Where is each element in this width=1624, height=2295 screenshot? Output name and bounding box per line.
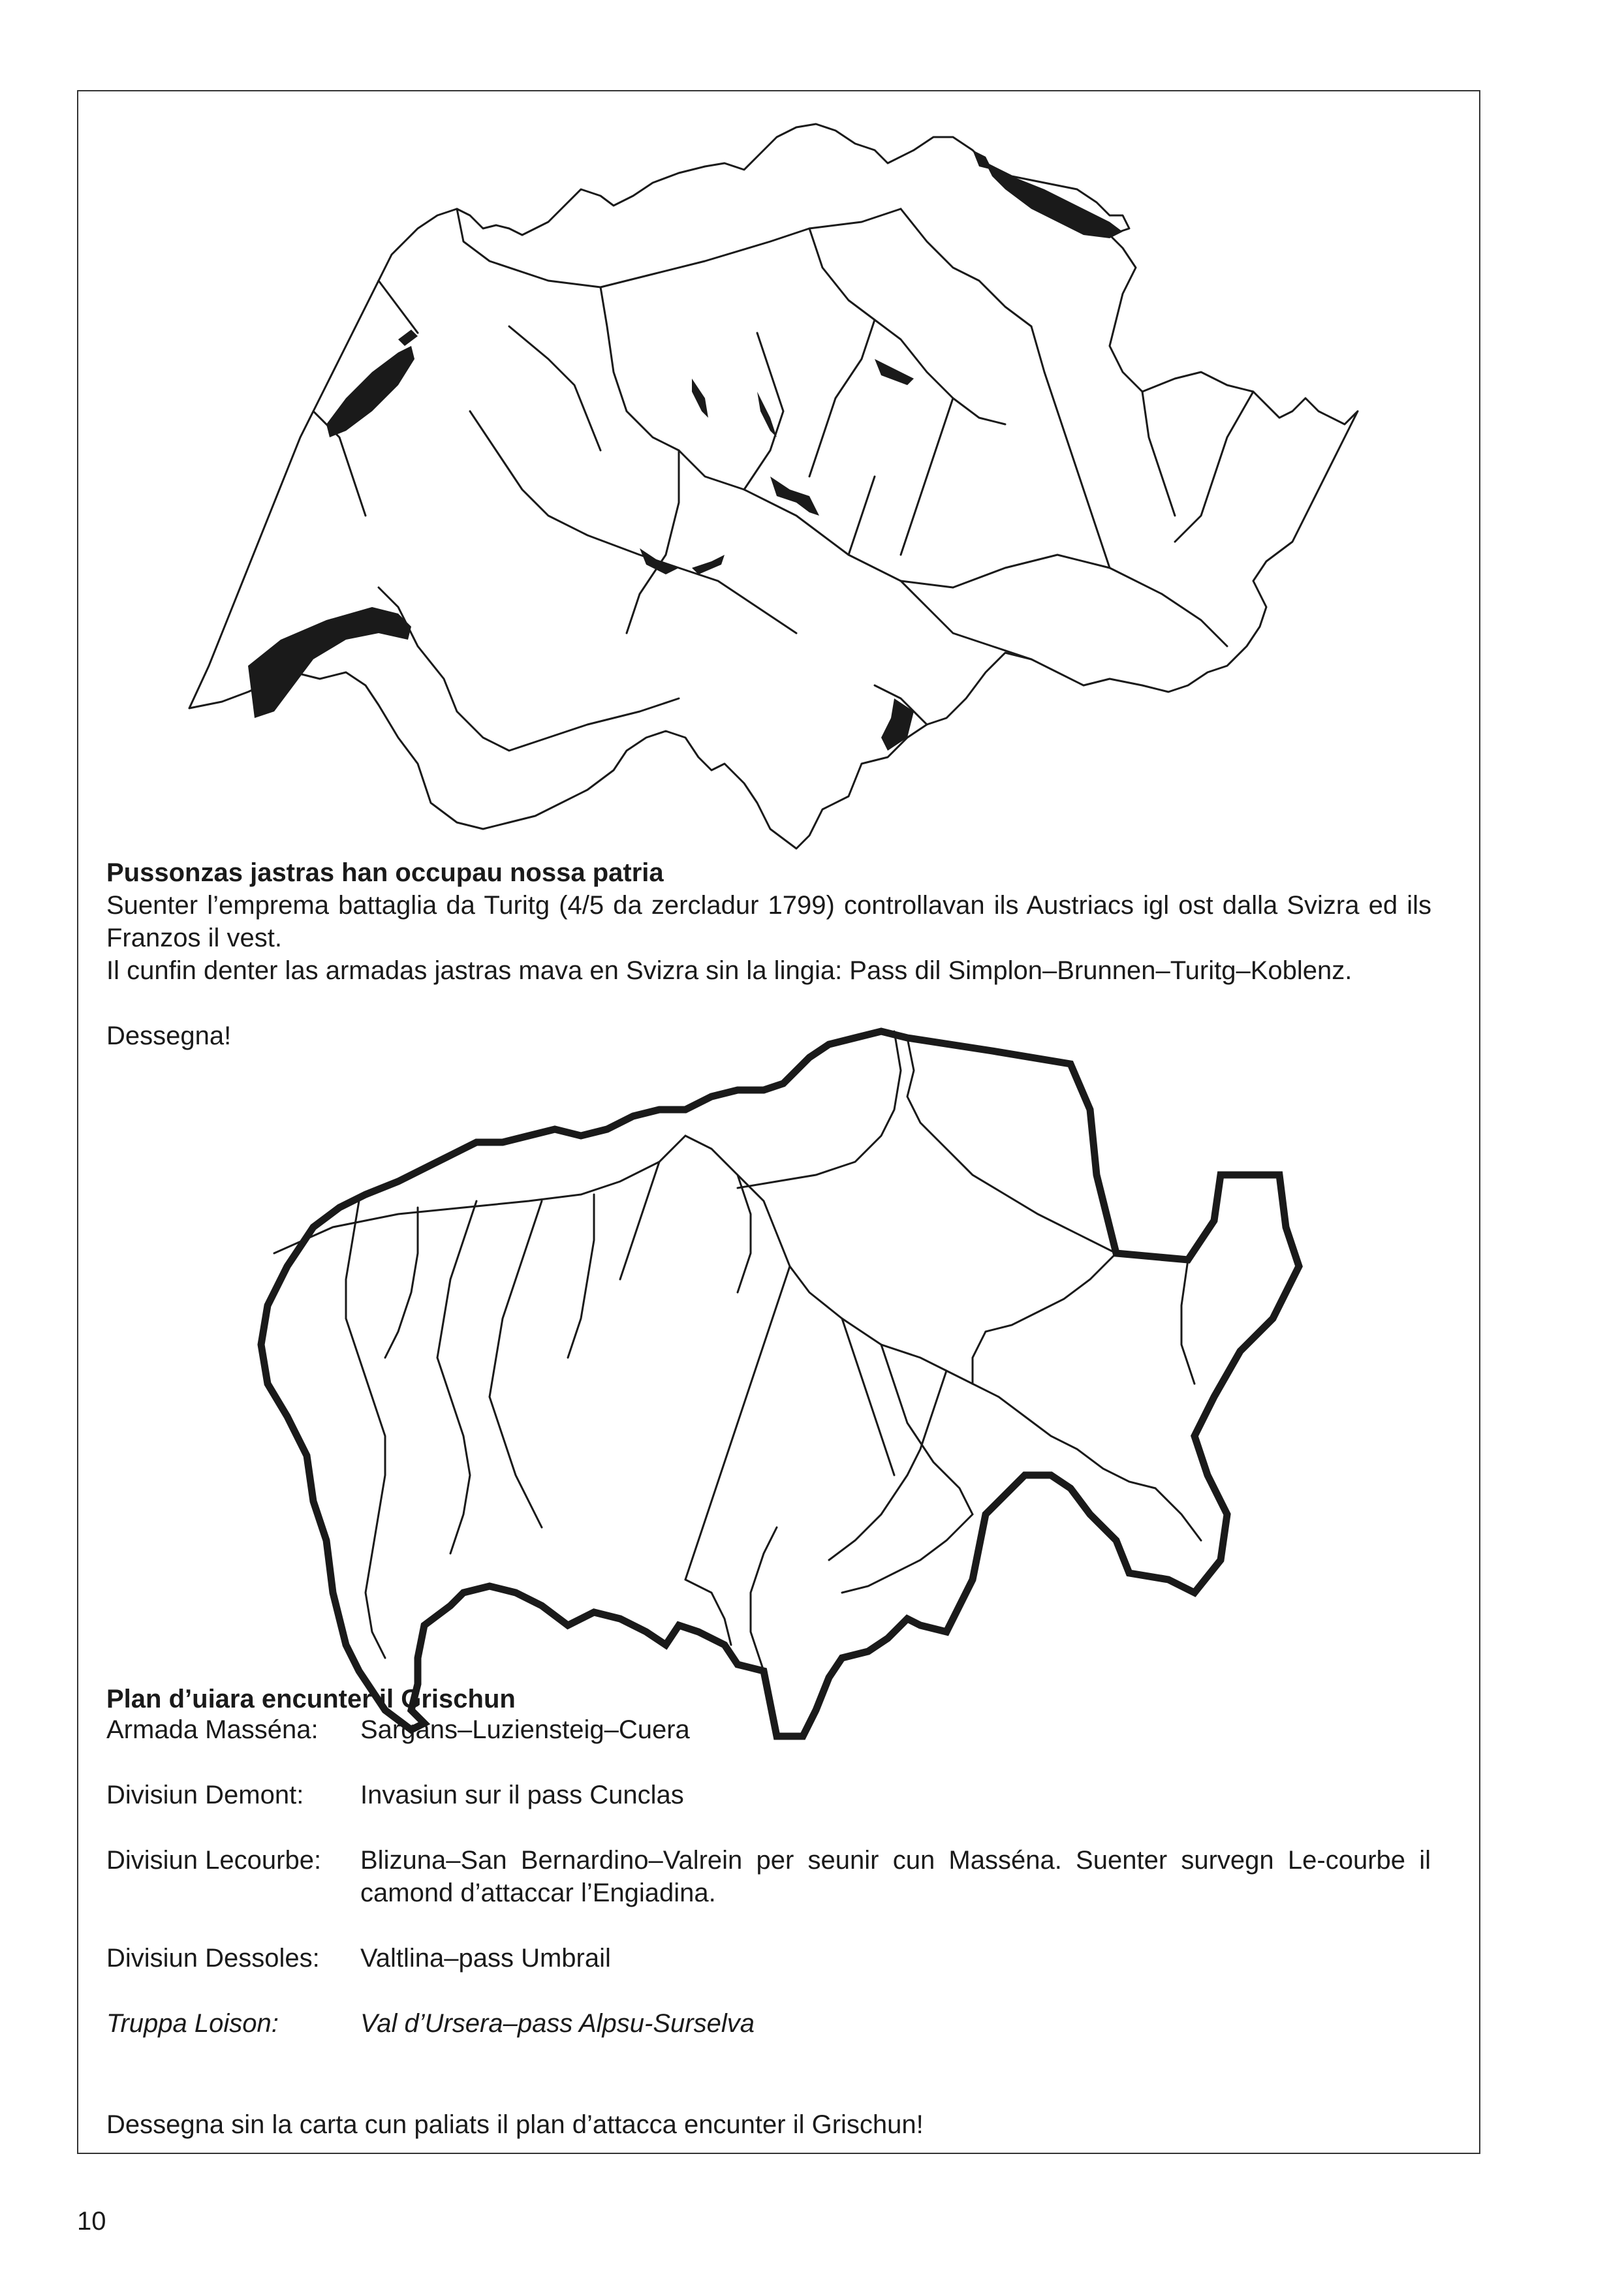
- section2-instruction: Dessegna sin la carta cun paliats il plan d’attacca encunter il Grischun!: [106, 2110, 924, 2139]
- row-label-lecourbe: Divisiun Lecourbe:: [106, 1846, 322, 1875]
- section1-paragraph2: Il cunfin denter las armadas jastras mava en Svizra sin la lingia: Pass dil Simplon–Brunnen–Turitg–Koblenz.: [106, 956, 1352, 985]
- row-value-massena: Sargans–Luziensteig–Cuera: [360, 1715, 690, 1744]
- graubuenden-map: [255, 1018, 1312, 1769]
- row-label-loison: Truppa Loison:: [106, 2009, 279, 2038]
- section1-paragraph1: Suenter l’emprema battaglia da Turitg (4/5 da zercladur 1799) controllavan ils Austriacs igl ost dalla Svizra ed ils Franzos il vest.: [106, 891, 1431, 952]
- page-number: 10: [77, 2207, 106, 2236]
- lake-geneva: [248, 607, 411, 718]
- row-value-lecourbe: Blizuna–San Bernardino–Valrein per seunir cun Masséna. Suenter survegn Le-courbe il camond d’attaccar l’Engiadina.: [360, 1846, 1431, 1907]
- row-label-demont: Divisiun Demont:: [106, 1781, 304, 1809]
- row-label-dessoles: Divisiun Dessoles:: [106, 1944, 320, 1973]
- graubuenden-border: [261, 1031, 1299, 1736]
- row-label-massena: Armada Masséna:: [106, 1715, 319, 1744]
- section1-instruction: Dessegna!: [106, 1022, 232, 1050]
- switzerland-map: [183, 111, 1384, 855]
- section1-heading: Pussonzas jastras han occupau nossa patria: [106, 858, 664, 887]
- lake-constance: [986, 163, 1123, 238]
- row-value-loison: Val d’Ursera–pass Alpsu-Surselva: [360, 2009, 755, 2038]
- row-value-demont: Invasiun sur il pass Cunclas: [360, 1781, 684, 1809]
- row-value-dessoles: Valtlina–pass Umbrail: [360, 1944, 611, 1973]
- section2-heading: Plan d’uiara encunter il Grischun: [106, 1685, 516, 1713]
